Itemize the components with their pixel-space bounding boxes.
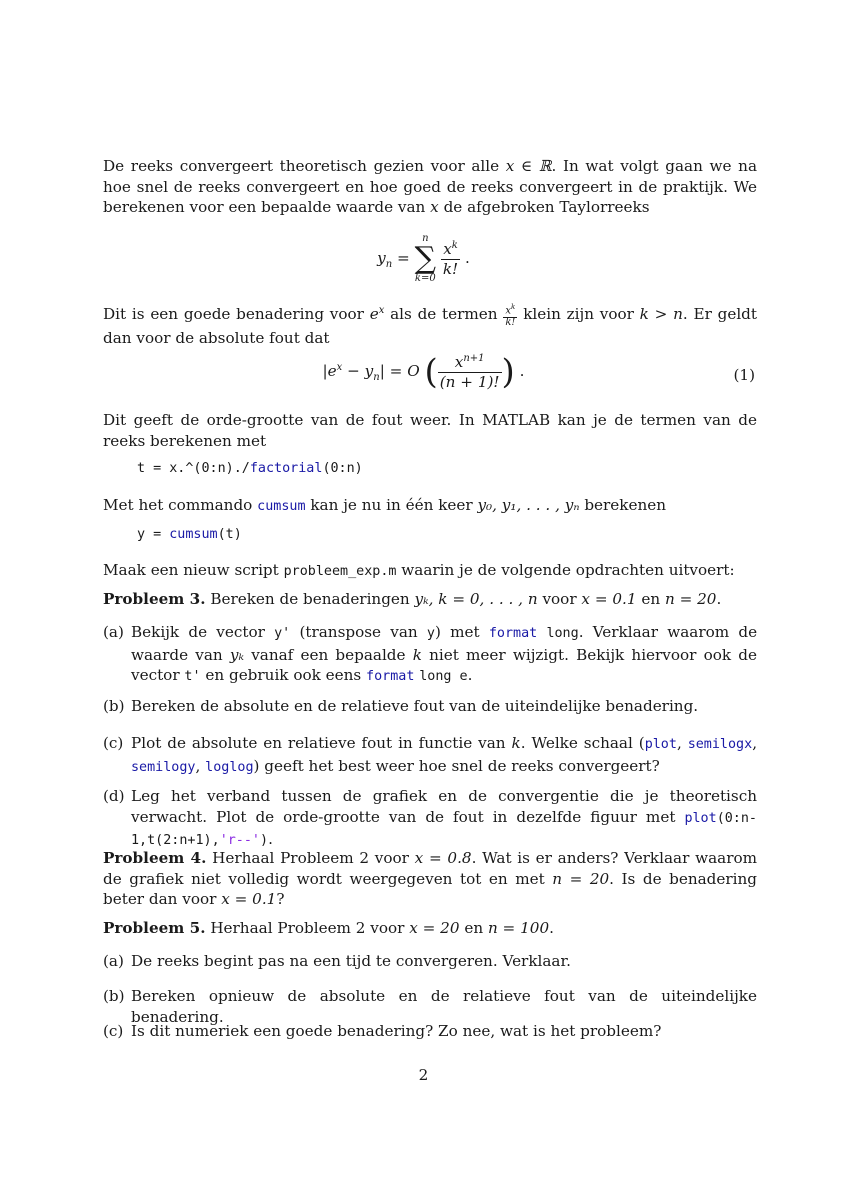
math-sup: x	[378, 305, 385, 316]
text: Leg het verband tussen de grafiek en de convergentie die je theoretisch verwacht. Plot de orde-grootte van de fout in dezelfde figuur met	[131, 787, 757, 826]
inline-fraction	[503, 302, 517, 327]
numerator	[438, 353, 502, 372]
text: waarin je de volgende opdrachten uitvoert:	[401, 561, 735, 579]
eq-lhs-c: | = O	[379, 362, 420, 380]
text: .	[467, 666, 473, 684]
code-keyword: cumsum	[169, 527, 218, 542]
code-keyword: plot	[644, 737, 677, 752]
probleem-5-item-a	[103, 951, 757, 972]
text: (transpose van	[299, 623, 418, 641]
text: Herhaal Probleem 2 voor	[210, 919, 405, 937]
code: t'	[184, 669, 201, 684]
text: Met het commando	[103, 496, 253, 514]
text: als de termen	[390, 305, 498, 324]
code-keyword: semilogy	[131, 759, 196, 775]
text: kan je nu in één keer	[310, 496, 473, 514]
equation-yn	[0, 234, 847, 284]
sum-lower-limit: k=0	[414, 273, 436, 284]
text: en gebruik ook eens	[205, 666, 362, 684]
code-keyword: semilogx	[687, 737, 753, 752]
math: x = 0.1	[221, 890, 277, 908]
text: en	[641, 590, 661, 608]
fraction	[441, 240, 460, 277]
text: Plot de absolute en relatieve fout in functie van	[131, 734, 506, 752]
right-paren: )	[501, 352, 515, 392]
text: berekenen	[584, 496, 667, 514]
problem-title: Probleem 3.	[103, 590, 206, 608]
probleem-3-item-b	[103, 696, 757, 717]
eq-lhs-sub: n	[385, 259, 393, 271]
fraction	[438, 353, 502, 390]
code-keyword: format	[366, 669, 415, 684]
filename: probleem_exp.m	[283, 564, 397, 579]
num-base: x	[505, 305, 511, 317]
math: x	[430, 198, 439, 216]
eq-lhs: y	[377, 249, 386, 267]
math: n = 100	[487, 919, 550, 937]
paragraph-4	[103, 495, 757, 518]
text: . Wat is er anders? Verklaar waarom de grafiek niet volledig wordt weergegeven tot en met	[103, 849, 758, 888]
eq-lhs-b: − y	[342, 362, 374, 380]
item-text	[131, 786, 757, 852]
text: de afgebroken Taylorreeks	[443, 198, 650, 216]
math: k	[412, 645, 422, 664]
sum-upper-limit: n	[422, 233, 429, 244]
numerator	[441, 240, 460, 259]
text: De reeks convergeert theoretisch gezien voor alle	[103, 157, 500, 175]
paragraph-2	[103, 301, 757, 348]
math: y₀, y₁, . . . , yₙ	[477, 496, 580, 514]
item-label: (b)	[103, 697, 125, 715]
probleem-4	[103, 848, 757, 910]
eq-lhs-sup: x	[336, 361, 343, 373]
eq-lhs-sub: n	[373, 372, 380, 384]
problem-title: Probleem 5.	[103, 919, 206, 937]
text: Dit is een goede benadering voor	[103, 305, 364, 324]
equation-1	[0, 352, 847, 392]
item-label: (b)	[103, 987, 125, 1005]
denominator: (n + 1)!	[439, 372, 500, 391]
text: .	[716, 590, 722, 608]
math: x = 0.8	[414, 849, 472, 867]
math: n = 20	[552, 869, 610, 888]
num-exp: k	[510, 303, 516, 312]
eq-end: .	[519, 362, 525, 380]
num-exp: k	[451, 240, 458, 252]
text: Dit geeft de orde-grootte van de fout weer. In MATLAB kan je de termen van de reeks berekenen met	[103, 411, 757, 450]
eq-end: .	[465, 249, 470, 267]
left-paren: (	[424, 352, 438, 392]
math: n = 20	[664, 590, 717, 608]
text: Maak een nieuw script	[103, 561, 279, 579]
probleem-5-heading	[103, 918, 757, 939]
equation-number: (1)	[733, 366, 755, 384]
probleem-3-item-d	[103, 786, 757, 852]
text: ) met	[434, 623, 480, 641]
text: .	[268, 830, 273, 848]
text: . Verklaar waarom de waarde van	[131, 623, 758, 664]
math: k > n	[639, 305, 683, 324]
sigma: ∑	[414, 241, 437, 276]
item-text: Bereken opnieuw de absolute en de relatieve fout van de uiteindelijke benadering.	[131, 987, 757, 1026]
math: e	[369, 305, 379, 324]
text: . Welke schaal (	[520, 734, 645, 752]
item-text: Plot de absolute en relatieve fout in functie van k. Welke schaal (plot, semilogx, semilogy, loglog) geeft het best weer hoe snel de reeks convergeert?	[131, 734, 758, 775]
paragraph-3	[103, 410, 757, 451]
probleem-3-heading	[103, 589, 757, 610]
code-keyword: factorial	[249, 461, 323, 476]
math: yₖ, k = 0, . . . , n	[414, 590, 538, 608]
eq-lhs: |e	[322, 362, 337, 380]
probleem-3-item-c	[103, 733, 757, 778]
code: y	[426, 626, 435, 641]
math: x ∈ ℝ	[505, 157, 552, 175]
code: y =	[137, 527, 170, 542]
text: . Er geldt dan voor de absolute fout dat	[103, 305, 758, 347]
code: (t)	[217, 527, 242, 542]
sum-symbol	[415, 234, 436, 284]
text: niet meer wijzigt. Bekijk hiervoor ook de vector	[131, 645, 758, 684]
text: Herhaal Probleem 2 voor	[212, 849, 409, 867]
item-label: (a)	[103, 623, 124, 641]
num-exp: n+1	[463, 353, 485, 365]
denominator: k!	[505, 316, 516, 328]
problem-title: Probleem 4.	[103, 849, 207, 867]
code: (0:n)	[322, 461, 363, 476]
text: vanaf een bepaalde	[251, 645, 406, 664]
math: x = 20	[409, 919, 460, 937]
code-keyword: loglog	[205, 759, 254, 775]
code-keyword: cumsum	[257, 499, 306, 514]
text: . In wat volgt gaan we na hoe snel de reeks convergeert en hoe goed de reeks convergeert in de praktijk. We berekenen voor een bepaalde waarde van	[103, 157, 758, 216]
text: ?	[276, 890, 285, 908]
code: (0:n-1,t(2:n+1),	[131, 810, 757, 848]
code-line-2	[137, 527, 242, 542]
num-base: x	[454, 353, 464, 372]
item-text	[131, 622, 757, 688]
probleem-3-item-a	[103, 622, 757, 688]
item-text: De reeks begint pas na een tijd te convergeren. Verklaar.	[131, 952, 571, 970]
paragraph-5	[103, 560, 757, 583]
text: voor	[542, 590, 577, 608]
code-keyword: format	[488, 626, 538, 641]
denominator: k!	[442, 259, 459, 278]
item-label: (c)	[103, 1022, 124, 1040]
item-label: (a)	[103, 952, 124, 970]
math: k	[511, 734, 521, 752]
page-number: 2	[418, 1066, 429, 1084]
text: en	[464, 919, 484, 937]
item-label: (d)	[103, 787, 125, 805]
code-line-1	[137, 461, 363, 476]
code: t = x.^(0:n)./	[137, 461, 250, 476]
code-keyword: plot	[684, 810, 717, 826]
probleem-5-item-c	[103, 1021, 757, 1042]
text: klein zijn voor	[523, 305, 634, 324]
code: y'	[274, 626, 291, 641]
num-base: x	[443, 240, 452, 259]
text: .	[549, 919, 554, 937]
text: Bekijk de vector	[131, 623, 265, 641]
code: long	[546, 626, 579, 641]
code-string: 'r--'	[219, 833, 260, 848]
item-label: (c)	[103, 734, 124, 752]
item-text: Bereken de absolute en de relatieve fout van de uiteindelijke benadering.	[131, 697, 699, 715]
math: x = 0.1	[581, 590, 637, 608]
eq-sign: =	[397, 249, 410, 267]
intro-paragraph	[103, 156, 757, 218]
code: )	[260, 833, 269, 848]
text: ) geeft het best weer hoe snel de reeks convergeert?	[253, 756, 660, 775]
numerator	[503, 302, 517, 317]
item-text: Is dit numeriek een goede benadering? Zo nee, wat is het probleem?	[131, 1022, 662, 1040]
text: Bereken de benaderingen	[210, 590, 410, 608]
math: yₖ	[229, 645, 244, 664]
code: long e	[419, 669, 468, 684]
text: . Is de benadering beter dan voor	[103, 869, 757, 908]
